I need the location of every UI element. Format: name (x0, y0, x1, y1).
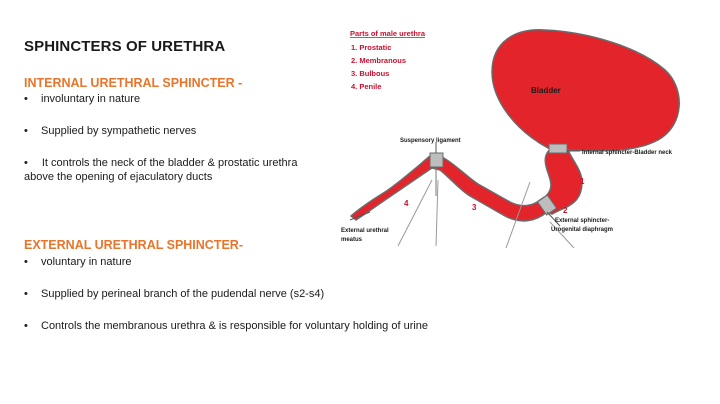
bullet-text: Controls the membranous urethra & is responsible for voluntary holding of urine (41, 320, 429, 332)
suspensory-ligament-marker (430, 153, 443, 167)
bullet-dot: • (24, 157, 28, 169)
bullet-dot: • (24, 125, 28, 137)
part-number-2: 2 (563, 206, 568, 215)
bladder-label: Bladder (531, 86, 561, 95)
meatus-label-2: meatus (341, 237, 363, 243)
bullet-text: Supplied by sympathetic nerves (41, 125, 197, 137)
page-title: SPHINCTERS OF URETHRA (24, 38, 226, 55)
part-number-3: 3 (472, 203, 477, 212)
legend-item: 4. Penile (351, 82, 382, 91)
meatus-label: External urethral (341, 228, 389, 234)
bullet-text: Supplied by perineal branch of the pudendal nerve (s2-s4) (41, 288, 325, 300)
legend-item: 1. Prostatic (351, 43, 392, 52)
legend-title: Parts of male urethra (350, 29, 426, 38)
external-sphincter-label: External sphincter- (555, 218, 610, 224)
external-sphincter-label-2: Urogenital diaphragm (551, 227, 614, 233)
bullet-dot: • (24, 93, 28, 105)
bullet-dot: • (24, 320, 28, 332)
internal-sphincter-marker (549, 144, 567, 153)
suspensory-label: Suspensory ligament (400, 138, 461, 144)
gray-line-1 (398, 180, 432, 246)
external-sphincter-heading: EXTERNAL URETHRAL SPHINCTER- (24, 238, 243, 252)
bladder-shape (492, 30, 679, 154)
bullet-dot: • (24, 288, 28, 300)
internal-sphincter-label: Internal sphincter-Bladder neck (582, 150, 673, 156)
part-number-1: 1 (580, 177, 585, 186)
internal-sphincter-heading: INTERNAL URETHRAL SPHINCTER - (24, 76, 243, 90)
part-number-4: 4 (404, 199, 409, 208)
gray-line-4 (550, 222, 574, 248)
bullet-text: It controls the neck of the bladder & prostatic urethra above the opening of ejaculatory ducts (24, 157, 298, 183)
legend-item: 3. Bulbous (351, 69, 390, 78)
legend-item: 2. Membranous (351, 56, 407, 65)
bullet-text: involuntary in nature (41, 93, 141, 105)
bullet-text: voluntary in nature (41, 256, 132, 268)
bullet-dot: • (24, 256, 28, 268)
